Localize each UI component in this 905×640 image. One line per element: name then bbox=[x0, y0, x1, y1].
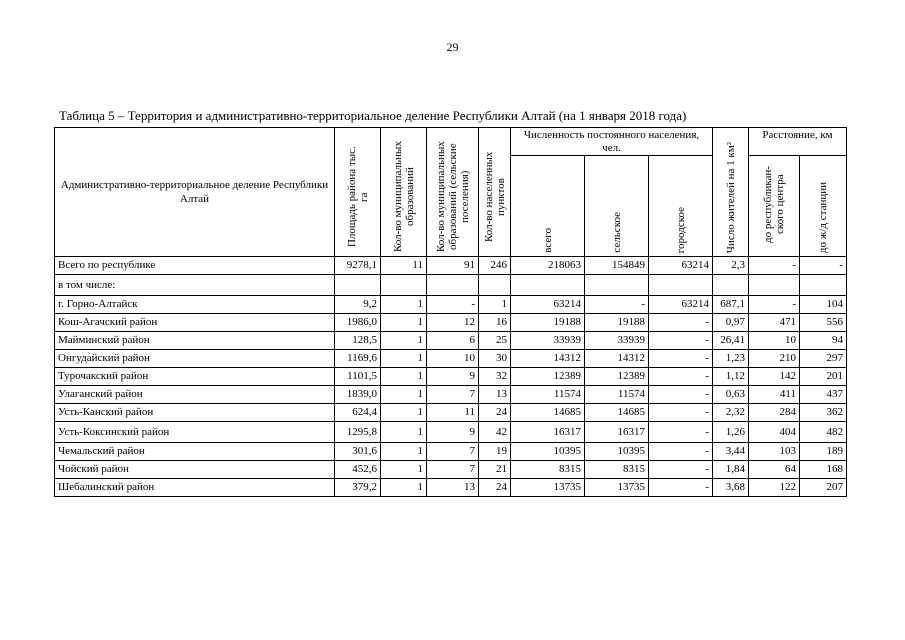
cell-mun: 1 bbox=[381, 422, 427, 443]
cell-dist-rail: 168 bbox=[800, 461, 847, 479]
cell-settlements: 21 bbox=[479, 461, 511, 479]
cell-settlements: 24 bbox=[479, 479, 511, 497]
cell-pop-urban: - bbox=[649, 461, 713, 479]
header-pop-rural: сельское bbox=[585, 156, 649, 257]
cell-mun: 1 bbox=[381, 332, 427, 350]
cell-mun-rural: 7 bbox=[427, 443, 479, 461]
cell-pop-total: 14312 bbox=[511, 350, 585, 368]
cell-density: 3,68 bbox=[713, 479, 749, 497]
cell-mun-rural bbox=[427, 275, 479, 296]
cell-pop-urban: - bbox=[649, 422, 713, 443]
cell-mun: 1 bbox=[381, 314, 427, 332]
cell-area: 452,6 bbox=[335, 461, 381, 479]
cell-mun: 1 bbox=[381, 443, 427, 461]
cell-mun-rural: 7 bbox=[427, 461, 479, 479]
cell-pop-urban: - bbox=[649, 479, 713, 497]
cell-dist-center: 10 bbox=[749, 332, 800, 350]
cell-pop-total: 12389 bbox=[511, 368, 585, 386]
cell-name: Усть-Канский район bbox=[55, 404, 335, 422]
header-pop-total: всего bbox=[511, 156, 585, 257]
cell-name: Кош-Агачский район bbox=[55, 314, 335, 332]
cell-name: Усть-Коксинский район bbox=[55, 422, 335, 443]
cell-mun: 1 bbox=[381, 404, 427, 422]
cell-pop-total: 13735 bbox=[511, 479, 585, 497]
cell-pop-total: 14685 bbox=[511, 404, 585, 422]
cell-dist-center: 404 bbox=[749, 422, 800, 443]
cell-settlements: 25 bbox=[479, 332, 511, 350]
cell-settlements: 1 bbox=[479, 296, 511, 314]
cell-pop-total: 33939 bbox=[511, 332, 585, 350]
header-area: Площадь района тыс. га bbox=[335, 128, 381, 257]
cell-name: Шебалинский район bbox=[55, 479, 335, 497]
cell-mun: 1 bbox=[381, 350, 427, 368]
header-settlements-count: Кол-во населенных пунктов bbox=[479, 128, 511, 257]
cell-dist-center: 103 bbox=[749, 443, 800, 461]
cell-pop-total: 11574 bbox=[511, 386, 585, 404]
cell-pop-rural: 10395 bbox=[585, 443, 649, 461]
cell-pop-rural: 13735 bbox=[585, 479, 649, 497]
table-row bbox=[55, 461, 847, 479]
cell-settlements: 24 bbox=[479, 404, 511, 422]
cell-density: 1,84 bbox=[713, 461, 749, 479]
cell-density: 687,1 bbox=[713, 296, 749, 314]
cell-settlements: 42 bbox=[479, 422, 511, 443]
cell-pop-rural: - bbox=[585, 296, 649, 314]
cell-area bbox=[335, 275, 381, 296]
table-row bbox=[55, 275, 847, 296]
cell-mun-rural: 91 bbox=[427, 257, 479, 275]
cell-mun-rural: 13 bbox=[427, 479, 479, 497]
cell-settlements bbox=[479, 275, 511, 296]
cell-mun-rural: 10 bbox=[427, 350, 479, 368]
table-row bbox=[55, 422, 847, 443]
table-row bbox=[55, 332, 847, 350]
cell-dist-rail: 437 bbox=[800, 386, 847, 404]
table-row bbox=[55, 368, 847, 386]
table-row bbox=[55, 386, 847, 404]
cell-name: Улаганский район bbox=[55, 386, 335, 404]
table-row bbox=[55, 296, 847, 314]
cell-mun-rural: 6 bbox=[427, 332, 479, 350]
cell-density: 3,44 bbox=[713, 443, 749, 461]
cell-name: г. Горно-Алтайск bbox=[55, 296, 335, 314]
cell-area: 624,4 bbox=[335, 404, 381, 422]
cell-mun: 1 bbox=[381, 479, 427, 497]
cell-density: 2,3 bbox=[713, 257, 749, 275]
cell-mun bbox=[381, 275, 427, 296]
cell-density: 26,41 bbox=[713, 332, 749, 350]
cell-name: Онгудайский район bbox=[55, 350, 335, 368]
cell-pop-rural bbox=[585, 275, 649, 296]
cell-area: 9,2 bbox=[335, 296, 381, 314]
cell-mun: 1 bbox=[381, 296, 427, 314]
cell-mun: 1 bbox=[381, 368, 427, 386]
cell-dist-center: 411 bbox=[749, 386, 800, 404]
cell-pop-total: 218063 bbox=[511, 257, 585, 275]
cell-area: 9278,1 bbox=[335, 257, 381, 275]
cell-settlements: 246 bbox=[479, 257, 511, 275]
cell-pop-rural: 11574 bbox=[585, 386, 649, 404]
cell-mun-rural: 9 bbox=[427, 368, 479, 386]
cell-density bbox=[713, 275, 749, 296]
table-row bbox=[55, 479, 847, 497]
cell-dist-rail: 189 bbox=[800, 443, 847, 461]
cell-dist-rail: 556 bbox=[800, 314, 847, 332]
cell-dist-rail: 362 bbox=[800, 404, 847, 422]
cell-pop-total: 63214 bbox=[511, 296, 585, 314]
cell-pop-total: 8315 bbox=[511, 461, 585, 479]
cell-density: 1,23 bbox=[713, 350, 749, 368]
cell-name: в том числе: bbox=[55, 275, 335, 296]
cell-density: 0,63 bbox=[713, 386, 749, 404]
cell-pop-rural: 16317 bbox=[585, 422, 649, 443]
cell-area: 1839,0 bbox=[335, 386, 381, 404]
cell-settlements: 30 bbox=[479, 350, 511, 368]
cell-mun-rural: - bbox=[427, 296, 479, 314]
cell-pop-urban: - bbox=[649, 386, 713, 404]
header-density: Число жителей на 1 км² bbox=[713, 128, 749, 257]
header-population-group: Численность постоянного населения, чел. bbox=[511, 128, 713, 156]
cell-dist-rail: 207 bbox=[800, 479, 847, 497]
cell-dist-center: 142 bbox=[749, 368, 800, 386]
cell-pop-urban: - bbox=[649, 368, 713, 386]
cell-dist-center: 210 bbox=[749, 350, 800, 368]
cell-pop-total: 16317 bbox=[511, 422, 585, 443]
cell-dist-center: - bbox=[749, 296, 800, 314]
header-dist-center: до республикан-ского центра bbox=[749, 156, 800, 257]
cell-pop-rural: 33939 bbox=[585, 332, 649, 350]
header-dist-rail: до ж/д станции bbox=[800, 156, 847, 257]
table-caption: Таблица 5 – Территория и административно-территориальное деление Республики Алтай (на 1 января 2018 года) bbox=[59, 108, 687, 123]
header-rural-settlements: Кол-во муниципальных образований (сельские поселения) bbox=[427, 128, 479, 257]
cell-dist-rail: 201 bbox=[800, 368, 847, 386]
cell-name: Турочакский район bbox=[55, 368, 335, 386]
table-row bbox=[55, 443, 847, 461]
cell-density: 0,97 bbox=[713, 314, 749, 332]
cell-pop-urban: - bbox=[649, 350, 713, 368]
cell-settlements: 16 bbox=[479, 314, 511, 332]
cell-mun-rural: 11 bbox=[427, 404, 479, 422]
cell-pop-rural: 154849 bbox=[585, 257, 649, 275]
cell-area: 379,2 bbox=[335, 479, 381, 497]
cell-name: Всего по республике bbox=[55, 257, 335, 275]
cell-mun-rural: 9 bbox=[427, 422, 479, 443]
table-row bbox=[55, 404, 847, 422]
cell-pop-urban bbox=[649, 275, 713, 296]
cell-dist-center bbox=[749, 275, 800, 296]
cell-dist-rail: 94 bbox=[800, 332, 847, 350]
cell-dist-center: 122 bbox=[749, 479, 800, 497]
cell-dist-center: 64 bbox=[749, 461, 800, 479]
table-row bbox=[55, 257, 847, 275]
cell-dist-rail bbox=[800, 275, 847, 296]
cell-density: 2,32 bbox=[713, 404, 749, 422]
cell-area: 1169,6 bbox=[335, 350, 381, 368]
cell-mun: 1 bbox=[381, 386, 427, 404]
cell-area: 1986,0 bbox=[335, 314, 381, 332]
cell-pop-urban: - bbox=[649, 332, 713, 350]
cell-pop-rural: 19188 bbox=[585, 314, 649, 332]
cell-dist-center: - bbox=[749, 257, 800, 275]
cell-area: 301,6 bbox=[335, 443, 381, 461]
territory-table bbox=[54, 127, 847, 497]
cell-dist-center: 284 bbox=[749, 404, 800, 422]
cell-name: Майминский район bbox=[55, 332, 335, 350]
header-distance-group: Расстояние, км bbox=[749, 128, 847, 156]
cell-density: 1,26 bbox=[713, 422, 749, 443]
cell-pop-rural: 8315 bbox=[585, 461, 649, 479]
cell-pop-rural: 14312 bbox=[585, 350, 649, 368]
cell-pop-urban: - bbox=[649, 404, 713, 422]
cell-area: 1101,5 bbox=[335, 368, 381, 386]
cell-mun-rural: 12 bbox=[427, 314, 479, 332]
cell-pop-rural: 12389 bbox=[585, 368, 649, 386]
header-division: Административно-территориальное деление Республики Алтай bbox=[55, 128, 335, 257]
cell-settlements: 19 bbox=[479, 443, 511, 461]
header-pop-urban: городское bbox=[649, 156, 713, 257]
cell-pop-rural: 14685 bbox=[585, 404, 649, 422]
cell-dist-rail: 482 bbox=[800, 422, 847, 443]
cell-dist-center: 471 bbox=[749, 314, 800, 332]
cell-name: Чемальский район bbox=[55, 443, 335, 461]
header-municipalities: Кол-во муниципальных образований bbox=[381, 128, 427, 257]
page-number: 29 bbox=[446, 40, 459, 54]
cell-pop-total: 19188 bbox=[511, 314, 585, 332]
cell-area: 1295,8 bbox=[335, 422, 381, 443]
cell-pop-total: 10395 bbox=[511, 443, 585, 461]
cell-mun: 1 bbox=[381, 461, 427, 479]
cell-dist-rail: - bbox=[800, 257, 847, 275]
cell-density: 1,12 bbox=[713, 368, 749, 386]
cell-dist-rail: 104 bbox=[800, 296, 847, 314]
cell-pop-urban: 63214 bbox=[649, 257, 713, 275]
cell-mun-rural: 7 bbox=[427, 386, 479, 404]
table-row bbox=[55, 314, 847, 332]
cell-settlements: 13 bbox=[479, 386, 511, 404]
cell-pop-urban: - bbox=[649, 443, 713, 461]
table-row bbox=[55, 350, 847, 368]
cell-dist-rail: 297 bbox=[800, 350, 847, 368]
cell-area: 128,5 bbox=[335, 332, 381, 350]
cell-pop-total bbox=[511, 275, 585, 296]
cell-pop-urban: 63214 bbox=[649, 296, 713, 314]
cell-settlements: 32 bbox=[479, 368, 511, 386]
cell-name: Чойский район bbox=[55, 461, 335, 479]
cell-pop-urban: - bbox=[649, 314, 713, 332]
cell-mun: 11 bbox=[381, 257, 427, 275]
